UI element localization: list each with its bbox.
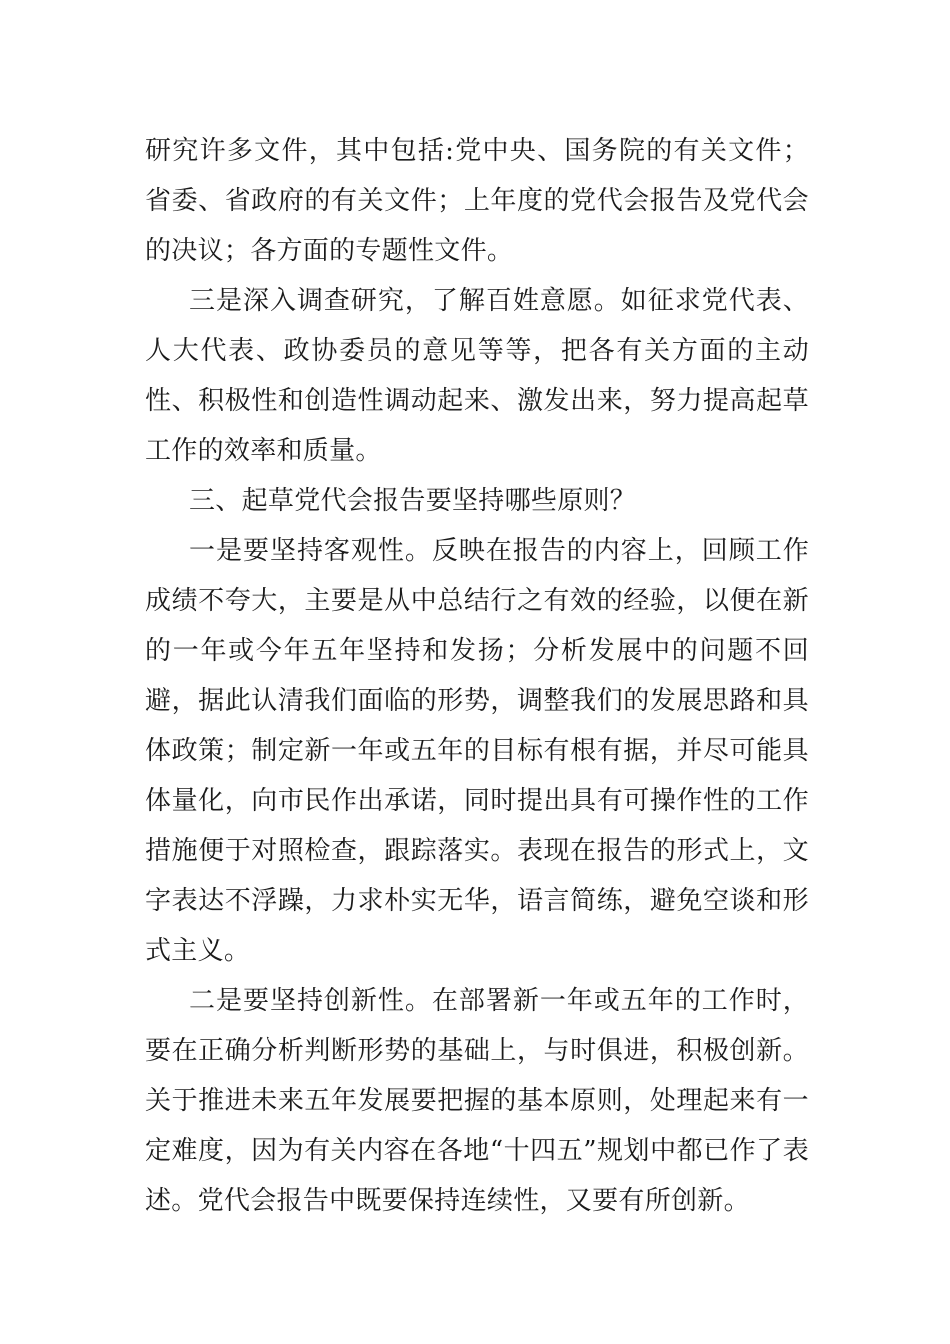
section-heading-principles: 三、起草党代会报告要坚持哪些原则？ — [189, 486, 637, 516]
paragraph-objectivity: 一是要坚持客观性。反映在报告的内容上，回顾工作成绩不夸大，主要是从中总结行之有效的经验，以便在新的一年或今年五年坚持和发扬；分析发展中的问题不回避，据此认清我们面临的形势，调整我们的发展思路和具体政策；制定新一年或五年的目标有根有据，并尽可能具体量化，向市民作出承诺，同时提出具有可操作性的工作措施便于对照检查，跟踪落实。表现在报告的形式上，文字表达不浮躁，力求朴实无华，语言简练，避免空谈和形式主义。 — [145, 536, 809, 966]
paragraph-document-list: 研究许多文件，其中包括:党中央、国务院的有关文件；省委、省政府的有关文件；上年度的党代会报告及党代会的决议；各方面的专题性文件。 — [145, 136, 809, 266]
document-body — [145, 126, 809, 1226]
paragraph-innovation: 二是要坚持创新性。在部署新一年或五年的工作时，要在正确分析判断形势的基础上，与时俱进，积极创新。关于推进未来五年发展要把握的基本原则，处理起来有一定难度，因为有关内容在各地“十四五”规划中都已作了表述。党代会报告中既要保持连续性，又要有所创新。 — [145, 986, 809, 1216]
paragraph-research-principle: 三是深入调查研究，了解百姓意愿。如征求党代表、人大代表、政协委员的意见等等，把各有关方面的主动性、积极性和创造性调动起来、激发出来，努力提高起草工作的效率和质量。 — [145, 286, 809, 466]
